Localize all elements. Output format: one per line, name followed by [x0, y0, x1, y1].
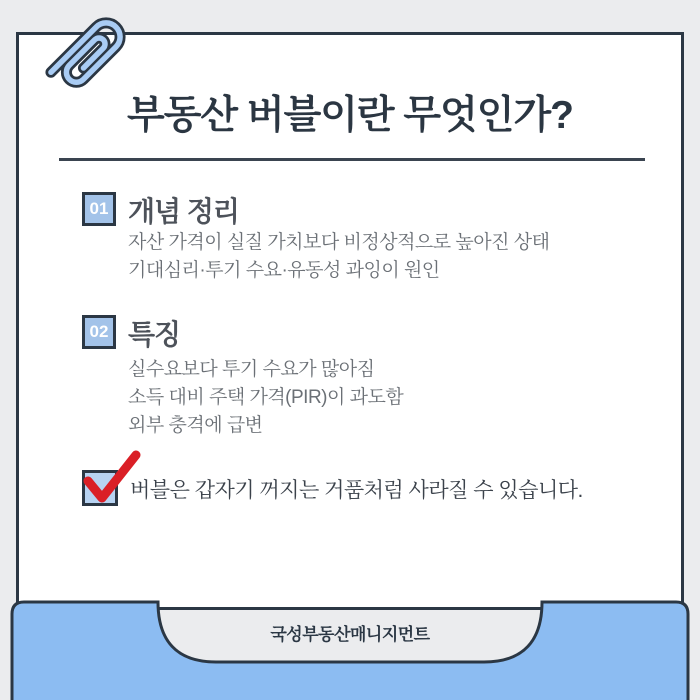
section-body — [128, 356, 403, 440]
section-heading: 개념 정리 — [128, 196, 239, 227]
section-number-badge — [82, 315, 116, 349]
note-text: 버블은 갑자기 꺼지는 거품처럼 사라질 수 있습니다. — [130, 479, 583, 502]
body-line: 자산 가격이 실질 가치보다 비정상적으로 높아진 상태 — [128, 232, 550, 253]
section-number: 01 — [89, 199, 109, 218]
brand-name: 국성부동산매니지먼트 — [270, 625, 430, 644]
section-number-badge — [82, 192, 116, 226]
title-divider — [59, 158, 645, 161]
body-line: 실수요보다 투기 수요가 많아짐 — [128, 359, 375, 380]
page-title: 부동산 버블이란 무엇인가? — [127, 94, 573, 137]
red-checkmark-icon — [75, 446, 147, 510]
section-number: 02 — [89, 322, 109, 341]
section-body — [128, 229, 549, 285]
section-heading: 특징 — [128, 319, 181, 350]
body-line: 기대심리·투기 수요·유동성 과잉이 원인 — [128, 260, 440, 281]
body-line: 외부 충격에 급변 — [128, 415, 263, 436]
paperclip-icon — [25, 0, 150, 118]
body-line: 소득 대비 주택 가격(PIR)이 과도함 — [128, 387, 404, 408]
